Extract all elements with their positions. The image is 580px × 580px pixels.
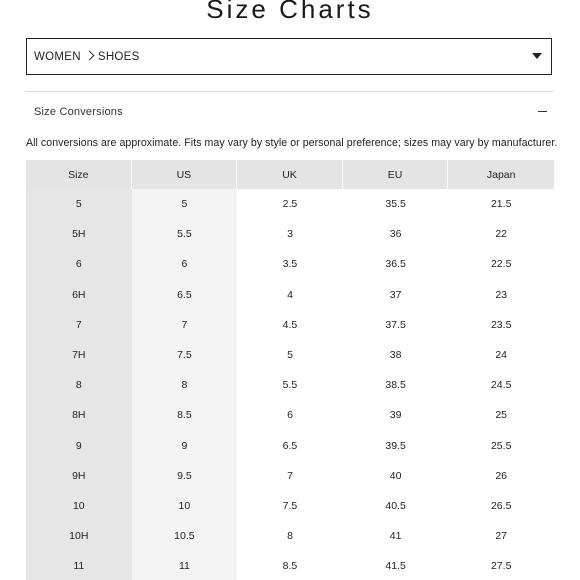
cell-eu: 36.5: [385, 258, 406, 271]
cell-japan: 25: [495, 409, 508, 422]
cell-uk: 6: [287, 409, 293, 422]
cell-japan: 23.5: [490, 318, 512, 331]
cell-us: 5.5: [132, 219, 238, 249]
cell-size: 8H: [26, 400, 132, 430]
cell-eu: 41.5: [385, 560, 406, 573]
cell-japan: 25.5: [490, 439, 512, 452]
cell-size: 6H: [26, 280, 132, 310]
column-header-size: Size: [26, 160, 132, 189]
cell-uk: 7: [287, 469, 293, 482]
cell-japan: 24.5: [490, 379, 512, 392]
table-row: [26, 219, 554, 249]
category-select[interactable]: [26, 38, 552, 75]
cell-size: 8: [26, 370, 132, 400]
cell-eu: 40: [389, 469, 402, 482]
size-conversions-toggle[interactable]: [26, 92, 554, 132]
cell-japan: 23: [495, 288, 508, 301]
cell-us: 10.5: [132, 521, 238, 551]
column-header-japan: Japan: [448, 160, 554, 189]
subcategory-label: SHOES: [97, 50, 140, 63]
minus-icon[interactable]: [538, 111, 547, 112]
cell-size: 7: [26, 310, 132, 340]
cell-uk: 8.5: [282, 560, 298, 573]
table-row: [26, 521, 554, 551]
cell-us: 11: [132, 551, 238, 580]
column-header-uk: UK: [237, 160, 343, 189]
cell-us: 7: [132, 310, 238, 340]
cell-japan: 26.5: [490, 499, 512, 512]
table-row: [26, 310, 554, 340]
column-header-eu: EU: [343, 160, 449, 189]
cell-us: 8: [132, 370, 238, 400]
cell-japan: 27: [495, 530, 508, 543]
cell-size: 9: [26, 431, 132, 461]
cell-uk: 5: [287, 349, 293, 362]
cell-japan: 22.5: [490, 258, 512, 271]
cell-eu: 38: [389, 349, 402, 362]
cell-uk: 3: [287, 228, 293, 241]
cell-size: 10H: [26, 521, 132, 551]
cell-eu: 35.5: [385, 198, 406, 211]
cell-japan: 22: [495, 228, 508, 241]
cell-japan: 24: [495, 349, 508, 362]
table-row: [26, 491, 554, 521]
cell-uk: 2.5: [282, 198, 298, 211]
category-label: WOMEN: [34, 50, 81, 63]
column-header-us: US: [132, 160, 238, 189]
cell-us: 8.5: [132, 400, 238, 430]
table-row: [26, 400, 554, 430]
caret-down-icon: [532, 53, 542, 59]
cell-size: 5H: [26, 219, 132, 249]
cell-us: 7.5: [132, 340, 238, 370]
table-row: [26, 189, 554, 219]
cell-size: 10: [26, 491, 132, 521]
cell-uk: 6.5: [282, 439, 298, 452]
table-row: [26, 461, 554, 491]
cell-uk: 5.5: [282, 379, 298, 392]
cell-uk: 7.5: [282, 499, 298, 512]
table-row: [26, 249, 554, 279]
cell-size: 7H: [26, 340, 132, 370]
cell-eu: 37.5: [385, 318, 406, 331]
cell-uk: 4.5: [282, 318, 298, 331]
cell-eu: 41: [389, 530, 402, 543]
cell-size: 9H: [26, 461, 132, 491]
cell-uk: 3.5: [282, 258, 298, 271]
table-row: [26, 280, 554, 310]
page-title: Size Charts: [206, 0, 374, 24]
cell-us: 9: [132, 431, 238, 461]
cell-eu: 39: [389, 409, 402, 422]
table-row: [26, 551, 554, 580]
cell-eu: 38.5: [385, 379, 406, 392]
cell-us: 9.5: [132, 461, 238, 491]
section-label: Size Conversions: [34, 106, 123, 118]
conversion-note: All conversions are approximate. Fits may vary by style or personal preference; sizes may vary by manufacturer.: [26, 137, 558, 149]
cell-us: 5: [132, 189, 238, 219]
table-row: [26, 340, 554, 370]
cell-us: 6: [132, 249, 238, 279]
cell-eu: 36: [389, 228, 402, 241]
cell-size: 5: [26, 189, 132, 219]
cell-japan: 27.5: [490, 560, 512, 573]
cell-eu: 37: [389, 288, 402, 301]
cell-size: 11: [26, 551, 132, 580]
cell-uk: 4: [287, 288, 293, 301]
cell-japan: 21.5: [490, 198, 512, 211]
cell-eu: 40.5: [385, 499, 406, 512]
table-row: [26, 370, 554, 400]
cell-japan: 26: [495, 469, 508, 482]
cell-uk: 8: [287, 530, 293, 543]
cell-us: 10: [132, 491, 238, 521]
cell-eu: 39.5: [385, 439, 406, 452]
table-header-row: [26, 160, 554, 189]
cell-size: 6: [26, 249, 132, 279]
size-conversion-table: [26, 160, 554, 580]
chevron-right-icon: [84, 51, 94, 61]
cell-us: 6.5: [132, 280, 238, 310]
table-row: [26, 431, 554, 461]
